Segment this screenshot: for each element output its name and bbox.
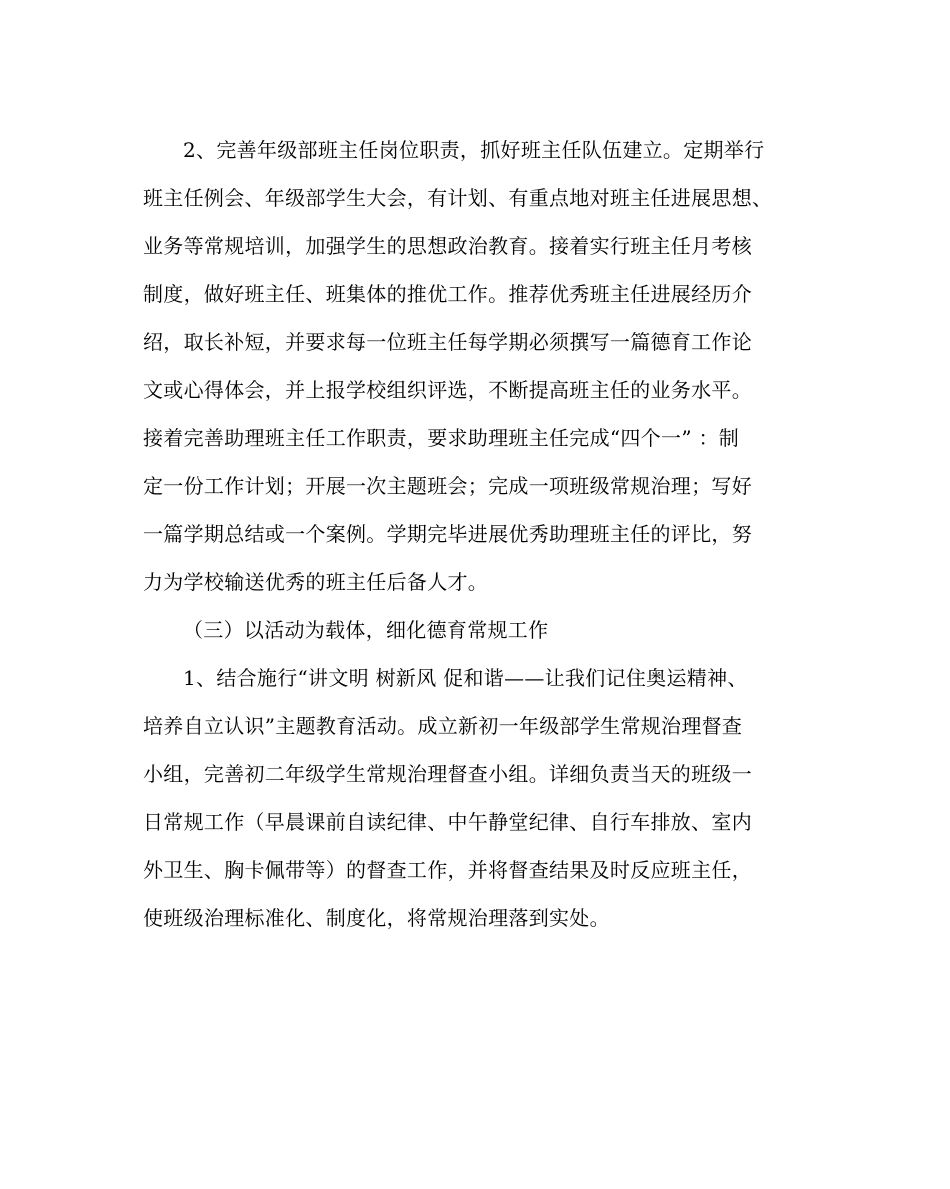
paragraph-line: 一篇学期总结或一个案例。学期完毕进展优秀助理班主任的评比，努 [143, 522, 752, 546]
paragraph-line: 1、结合施行“讲文明 树新风 促和谐——让我们记住奥运精神、 [183, 666, 748, 690]
paragraph-line: 制度，做好班主任、班集体的推优工作。推荐优秀班主任进展经历介 [143, 282, 752, 306]
paragraph-line: 班主任例会、年级部学生大会，有计划、有重点地对班主任进展思想、 [143, 186, 773, 210]
paragraph-line: 使班级治理标准化、制度化，将常规治理落到实处。 [143, 906, 610, 930]
paragraph-line: 接着完善助理班主任工作职责，要求助理班主任完成“四个一” ：制 [143, 426, 740, 450]
paragraph-line: 外卫生、胸卡佩带等）的督查工作，并将督查结果及时反应班主任， [143, 858, 752, 882]
paragraph-line: 2、完善年级部班主任岗位职责，抓好班主任队伍建立。定期举行 [183, 138, 765, 162]
paragraph-line: 文或心得体会，并上报学校组织评选，不断提高班主任的业务水平。 [143, 378, 752, 402]
paragraph-line: 绍，取长补短，并要求每一位班主任每学期必须撰写一篇德育工作论 [143, 330, 752, 354]
paragraph-line: 力为学校输送优秀的班主任后备人才。 [143, 570, 489, 594]
paragraph-line: 定一份工作计划；开展一次主题班会；完成一项班级常规治理；写好 [143, 474, 752, 498]
paragraph-line: 日常规工作（早晨课前自读纪律、中午静堂纪律、自行车排放、室内 [143, 810, 752, 834]
paragraph-line: 业务等常规培训，加强学生的思想政治教育。接着实行班主任月考核 [143, 234, 752, 258]
paragraph-line: 小组，完善初二年级学生常规治理督查小组。详细负责当天的班级一 [143, 762, 752, 786]
section-heading: （三）以活动为载体，细化德育常规工作 [183, 618, 549, 642]
paragraph-line: 培养自立认识”主题教育活动。成立新初一年级部学生常规治理督查 [143, 714, 743, 738]
